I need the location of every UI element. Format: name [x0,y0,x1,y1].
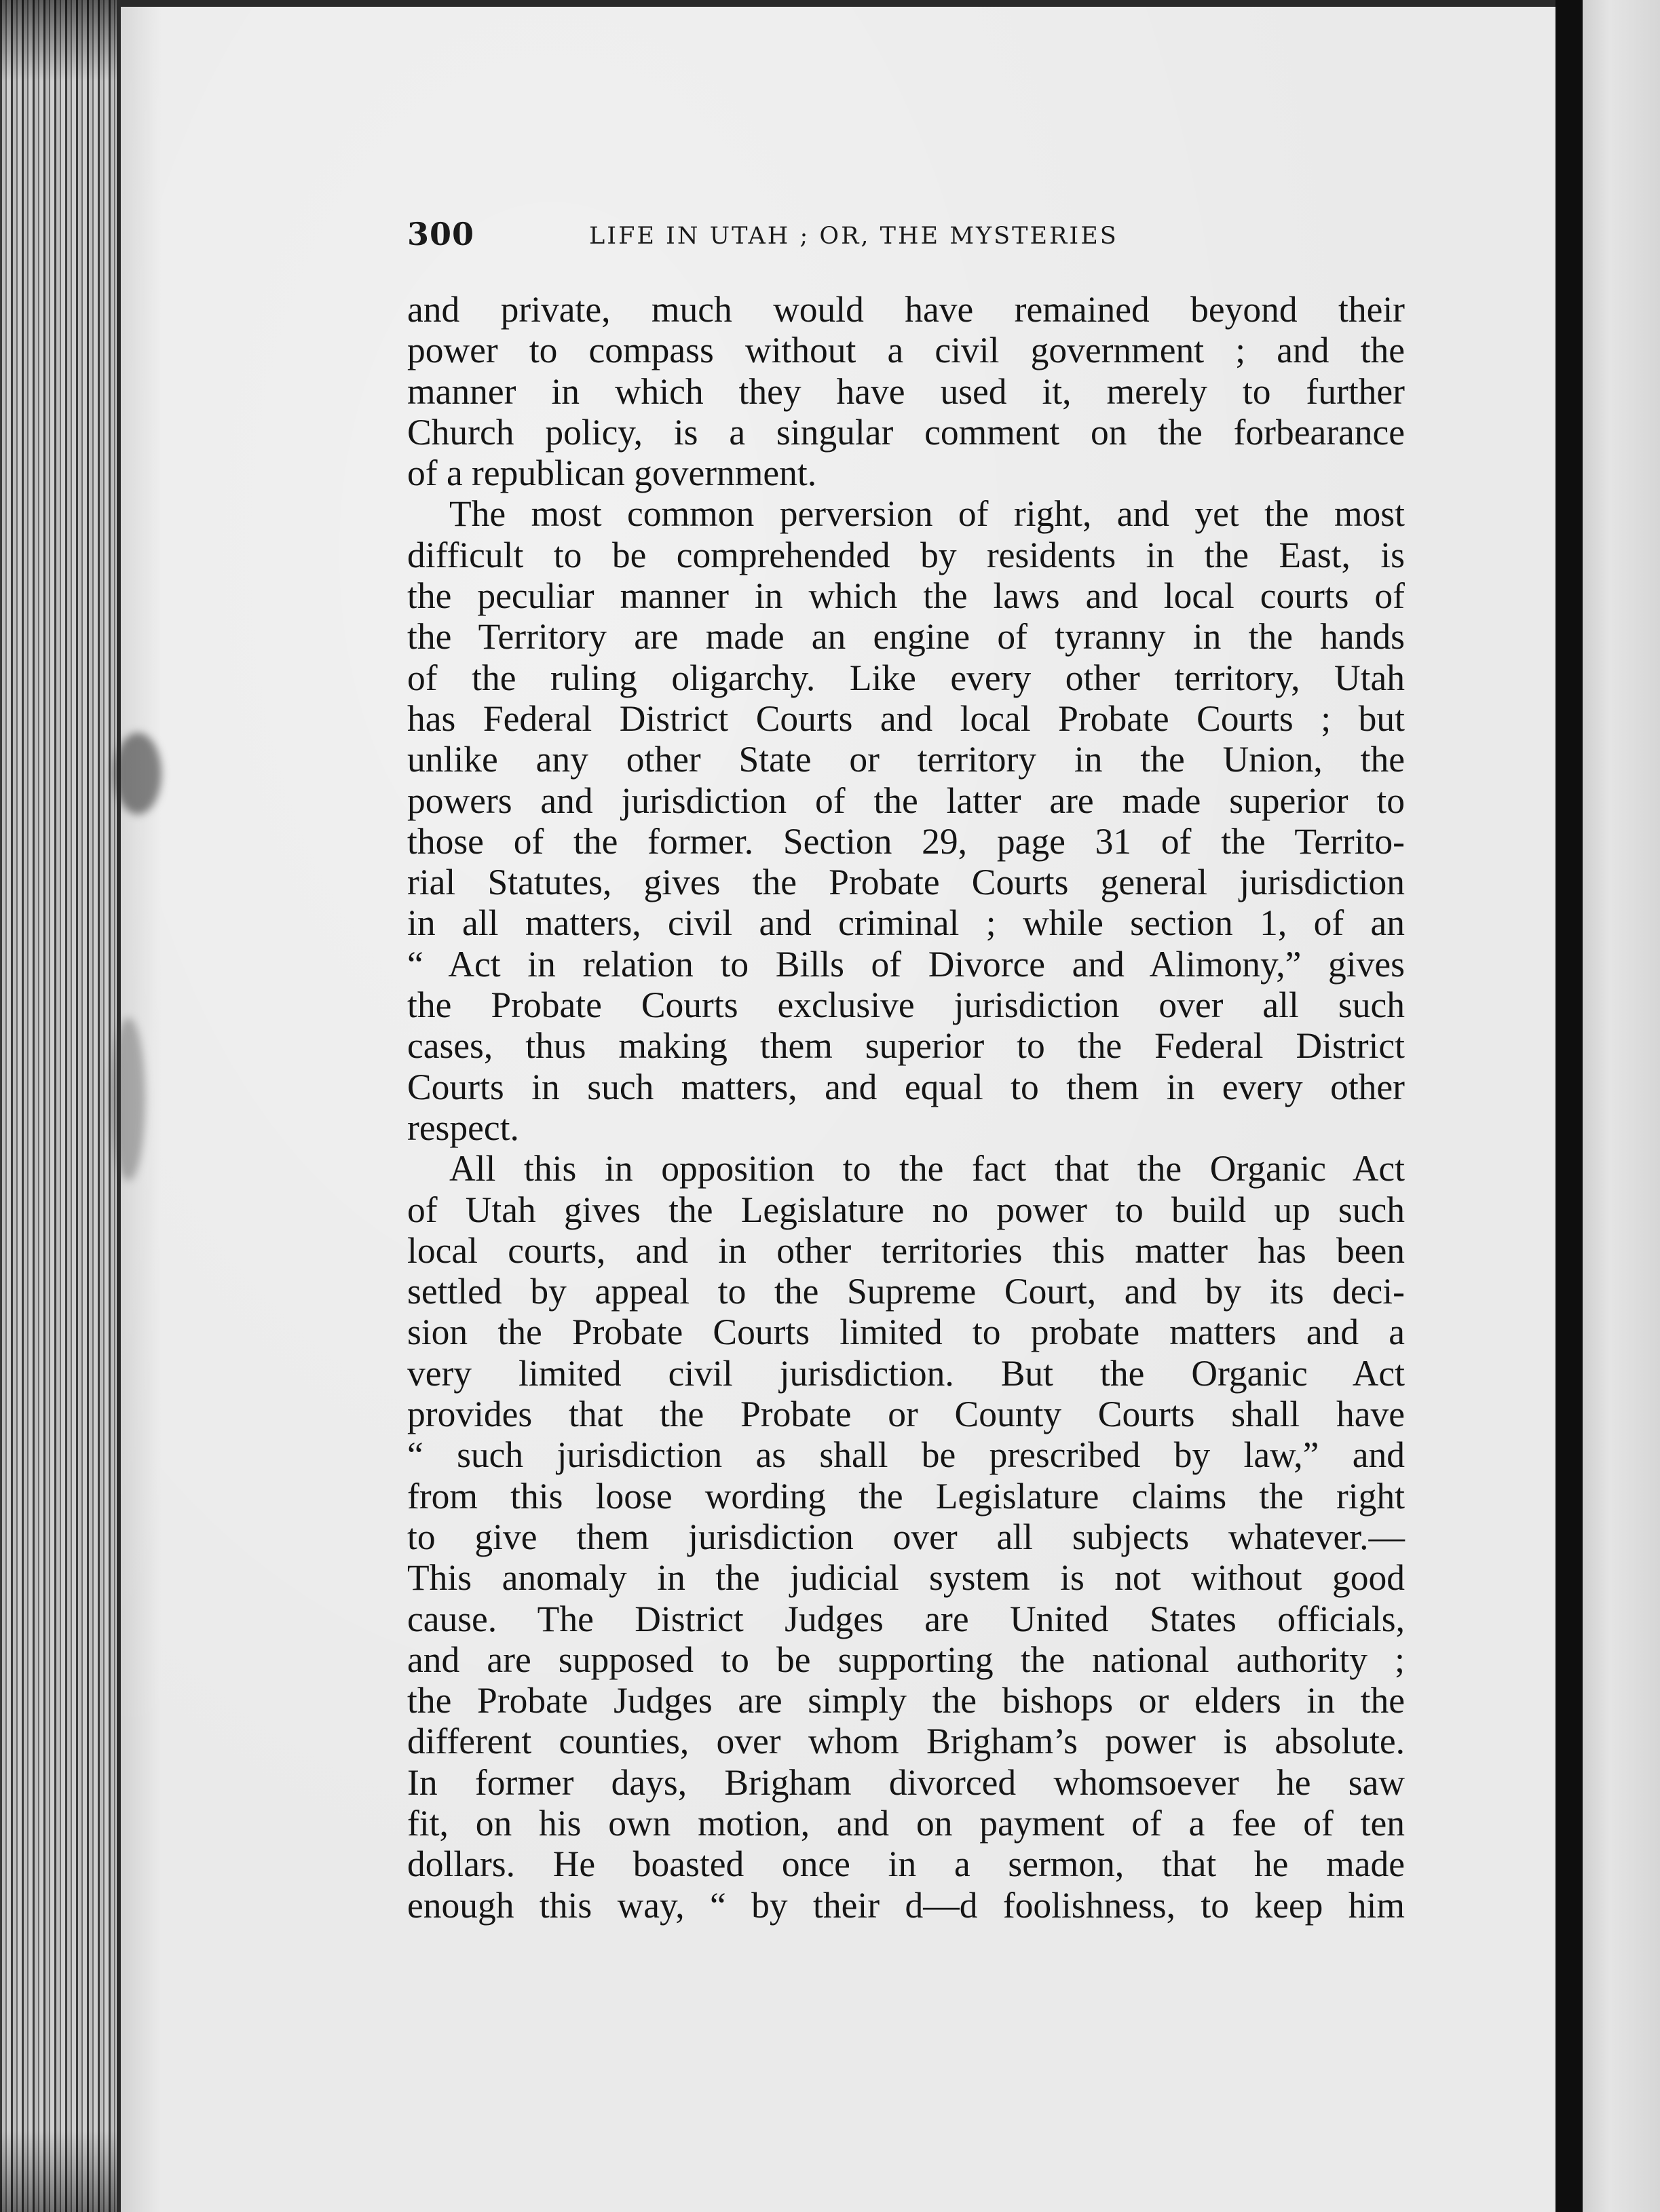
text-line: manner in which they have used it, merely to further [407,370,1405,412]
text-line: Church policy, is a singular comment on the forbearance [407,411,1405,453]
text-line: in all matters, civil and criminal ; while section 1, of an [407,902,1405,944]
text-line: sion the Probate Courts limited to probate matters and a [407,1312,1405,1353]
text-line: respect. [407,1107,519,1148]
running-head [407,216,1425,256]
text-line: cases, thus making them superior to the Federal District [407,1025,1405,1067]
text-line: to give them jurisdiction over all subjects whatever.— [407,1516,1405,1557]
text-line: of Utah gives the Legislature no power to build up such [407,1189,1405,1230]
text-line: those of the former. Section 29, page 31 of the Territo- [407,820,1405,862]
text-line: dollars. He boasted once in a sermon, that he made [407,1844,1405,1885]
text-line: local courts, and in other territories this matter has been [407,1229,1405,1271]
page-number: 300 [407,216,475,252]
text-line: from this loose wording the Legislature claims the right [407,1475,1405,1517]
text-line: fit, on his own motion, and on payment of a fee of ten [407,1802,1405,1844]
text-line: powers and jurisdiction of the latter are made superior to [407,780,1405,821]
text-line: of a republican government. [407,453,817,494]
text-line: This anomaly in the judicial system is not without good [407,1557,1405,1599]
text-line: provides that the Probate or County Courts shall have [407,1394,1405,1435]
text-line: “ such jurisdiction as shall be prescribed by law,” and [407,1434,1405,1476]
body-text [407,289,1405,1926]
text-line: Courts in such matters, and equal to them in every other [407,1066,1405,1107]
facing-page-edge [1583,0,1660,2212]
text-line: the Probate Courts exclusive jurisdiction over all such [407,985,1405,1026]
text-line: different counties, over whom Brigham’s power is absolute. [407,1721,1405,1762]
text-line: cause. The District Judges are United States officials, [407,1598,1405,1639]
text-line: “ Act in relation to Bills of Divorce and Alimony,” gives [407,943,1405,985]
ink-smudge [111,1018,145,1181]
text-line: has Federal District Courts and local Probate Courts ; but [407,698,1405,739]
text-line: The most common perversion of right, and yet the most [449,493,1405,535]
book-page-edges [0,0,129,2212]
text-line: and are supposed to be supporting the national authority ; [407,1639,1405,1680]
text-line: the peculiar manner in which the laws and local courts of [407,575,1405,617]
text-line: unlike any other State or territory in the Union, the [407,739,1405,780]
text-line: difficult to be comprehended by residents in the East, is [407,534,1405,575]
text-line: and private, much would have remained beyond their [407,289,1405,330]
text-line: the Probate Judges are simply the bishops or elders in the [407,1680,1405,1721]
text-line: of the ruling oligarchy. Like every other territory, Utah [407,657,1405,698]
running-head-title: LIFE IN UTAH ; OR, THE MYSTERIES [589,223,1118,250]
text-line: settled by appeal to the Supreme Court, and by its deci- [407,1271,1405,1312]
text-line: power to compass without a civil government ; and the [407,330,1405,371]
text-line: very limited civil jurisdiction. But the Organic Act [407,1352,1405,1394]
text-line: rial Statutes, gives the Probate Courts general jurisdiction [407,862,1405,903]
binding-edge [1555,0,1583,2212]
ink-smudge [114,733,162,814]
text-line: the Territory are made an engine of tyranny in the hands [407,616,1405,657]
text-line: All this in opposition to the fact that the Organic Act [449,1148,1405,1189]
text-line: enough this way, “ by their d—d foolishness, to keep him [407,1884,1405,1926]
text-line: In former days, Brigham divorced whomsoever he saw [407,1761,1405,1803]
